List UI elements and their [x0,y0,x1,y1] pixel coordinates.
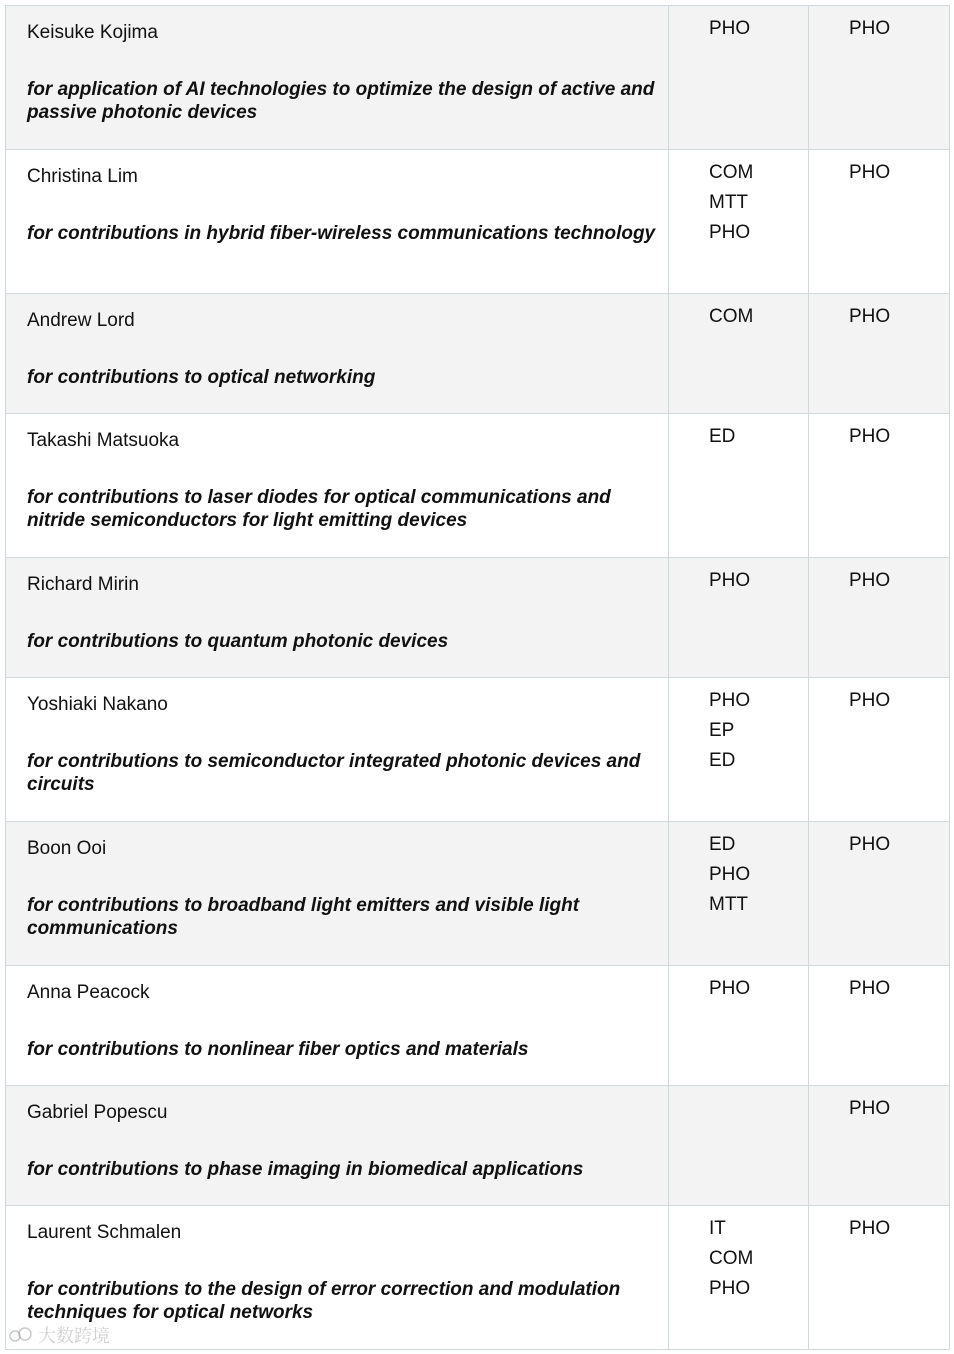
society-code: COM [709,306,754,327]
fellow-society-code: PHO [849,1098,891,1119]
societies-cell [669,294,809,414]
fellow-society-code: PHO [849,690,891,711]
society-list [709,686,808,776]
table-row [6,1206,950,1350]
societies-cell [669,150,809,294]
fellow-name: Christina Lim [27,166,138,187]
table-row [6,558,950,678]
fellow-society-cell [809,558,950,678]
fellow-society-cell [809,6,950,150]
fellow-citation: for contributions to semiconductor integrated photonic devices and circuits [27,751,641,795]
societies-cell [669,1206,809,1350]
society-code: PHO [709,570,751,591]
watermark-text: 大数跨境 [38,1326,110,1346]
fellow-cell [6,1086,669,1206]
societies-cell [669,822,809,966]
society-list [709,566,808,596]
fellow-name: Anna Peacock [27,982,150,1003]
table-row [6,6,950,150]
table-row [6,1086,950,1206]
fellow-society-cell [809,1206,950,1350]
fellow-society-code: PHO [849,162,891,183]
fellow-society-cell [809,822,950,966]
fellow-society-code: PHO [849,18,891,39]
society-list [709,14,808,44]
societies-cell [669,1086,809,1206]
fellow-society-code: PHO [849,426,891,447]
society-list [709,830,808,920]
society-code: EP [709,720,735,741]
watermark [8,1322,110,1348]
fellow-name: Boon Ooi [27,838,107,859]
fellow-cell [6,678,669,822]
fellow-name: Yoshiaki Nakano [27,694,168,715]
society-code: COM [709,162,754,183]
fellow-cell [6,966,669,1086]
table-row [6,150,950,294]
society-code: PHO [709,1278,751,1299]
fellow-society-code: PHO [849,834,891,855]
society-code: ED [709,834,736,855]
watermark-logo-icon [8,1326,34,1344]
fellow-citation: for contributions to quantum photonic devices [27,631,449,652]
society-code: ED [709,426,736,447]
fellow-society-code: PHO [849,570,891,591]
society-code: ED [709,750,736,771]
fellow-citation: for contributions to nonlinear fiber optics and materials [27,1039,529,1060]
society-list [709,302,808,332]
society-code: IT [709,1218,726,1239]
fellow-cell [6,294,669,414]
society-code: PHO [709,864,751,885]
fellow-society-cell [809,678,950,822]
fellow-citation: for contributions to broadband light emitters and visible light communications [27,895,580,939]
table-row [6,678,950,822]
society-code: PHO [709,978,751,999]
fellows-table-body [6,6,950,1350]
fellow-name: Keisuke Kojima [27,22,158,43]
fellow-citation: for contributions to optical networking [27,367,376,388]
fellow-name: Takashi Matsuoka [27,430,180,451]
society-code: PHO [709,18,751,39]
table-row [6,294,950,414]
fellow-cell [6,414,669,558]
fellow-society-cell [809,294,950,414]
society-code: PHO [709,690,751,711]
fellow-citation: for contributions in hybrid fiber-wireless communications technology [27,223,656,244]
societies-cell [669,966,809,1086]
fellow-society-cell [809,966,950,1086]
fellow-name: Richard Mirin [27,574,139,595]
societies-cell [669,6,809,150]
fellow-society-code: PHO [849,1218,891,1239]
fellow-citation: for contributions to laser diodes for optical communications and nitride semiconductors for light emitting devices [27,487,611,531]
fellow-name: Andrew Lord [27,310,135,331]
fellows-table [5,5,950,1350]
fellow-citation: for contributions to the design of error correction and modulation techniques for optical networks [27,1279,621,1323]
society-code: MTT [709,192,749,213]
societies-cell [669,558,809,678]
fellow-cell [6,150,669,294]
fellow-society-cell [809,414,950,558]
societies-cell [669,678,809,822]
fellow-citation: for contributions to phase imaging in biomedical applications [27,1159,584,1180]
fellow-society-code: PHO [849,978,891,999]
fellow-cell [6,558,669,678]
fellow-name: Laurent Schmalen [27,1222,182,1243]
society-list [709,1214,808,1304]
table-row [6,414,950,558]
society-code: PHO [709,222,751,243]
society-list [709,422,808,452]
society-code: MTT [709,894,749,915]
fellow-citation: for application of AI technologies to optimize the design of active and passive photonic devices [27,79,655,123]
society-list [709,974,808,1004]
fellow-name: Gabriel Popescu [27,1102,168,1123]
table-row [6,966,950,1086]
society-code: COM [709,1248,754,1269]
fellow-society-code: PHO [849,306,891,327]
fellow-cell [6,6,669,150]
societies-cell [669,414,809,558]
society-list [709,158,808,248]
table-row [6,822,950,966]
fellow-cell [6,822,669,966]
fellow-society-cell [809,150,950,294]
fellow-society-cell [809,1086,950,1206]
